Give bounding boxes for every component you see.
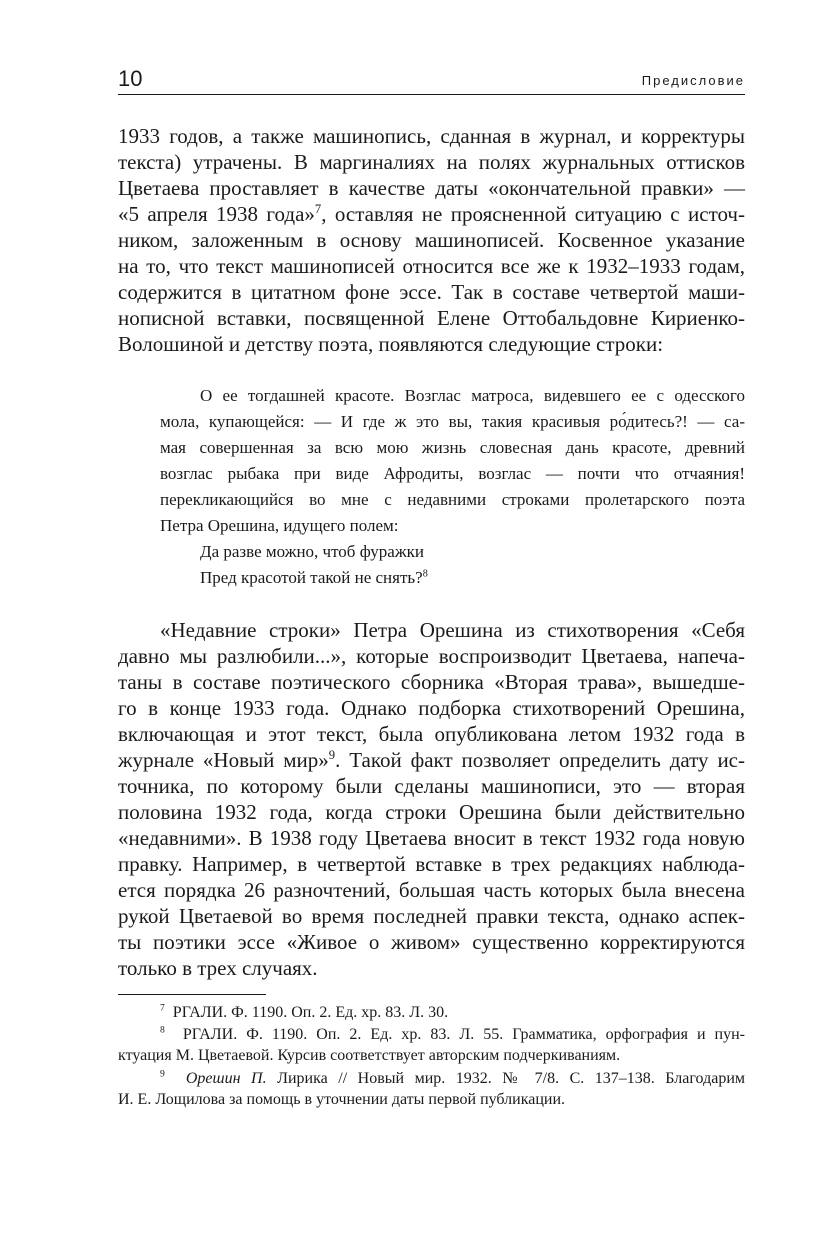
footnote-9: $^9$ Орешин П. Лирика // Новый мир. 1932. № 7/8. С. 137–138. Благодарим — [160, 1068, 746, 1087]
paragraph2-line: правку. Например, в четвертой вставке в трех редакциях наблюда- — [118, 852, 745, 876]
page-header — [118, 64, 745, 95]
quote-line: возглас рыбака при виде Афродиты, возглас — почти что отчаяния! — [160, 464, 745, 483]
quote-line: мая совершенная за всю мою жизнь словесная дань красоте, древний — [160, 438, 745, 457]
paragraph2-line: «недавними». В 1938 году Цветаева вносит в текст 1932 года новую — [118, 826, 745, 850]
footnote-8-continued: ктуация М. Цветаевой. Курсив соответствует авторским подчеркиваниям. — [118, 1047, 621, 1064]
verse-line: Пред красотой такой не снять?$^8$ — [200, 568, 428, 587]
footnote-ref-9: 9 — [328, 748, 336, 762]
verse-line: Да разве можно, чтоб фуражки — [200, 542, 424, 561]
paragraph2-line: только в трех случаях. — [118, 956, 318, 980]
footnote-ref-8: 8 — [422, 568, 428, 580]
paragraph2-line: журнале «Новый мир»$^9$. Такой факт позволяет определить дату ис- — [118, 748, 745, 772]
quote-line: О ее тогдашней красоте. Возглас матроса, видевшего ее с одесского — [200, 386, 745, 405]
paragraph1-line: 1933 годов, а также машинопись, сданная в журнал, и корректуры — [118, 124, 745, 148]
paragraph2-line: «Недавние строки» Петра Орешина из стихотворения «Себя — [160, 618, 745, 642]
paragraph2-line: давно мы разлюбили...», которые воспроизводит Цветаева, напеча- — [118, 644, 745, 668]
footnote-separator — [118, 994, 266, 995]
paragraph1-line: ником, заложенным в основу машинописей. Косвенное указание — [118, 228, 745, 252]
paragraph1-line: содержится в цитатном фоне эссе. Так в составе четвертой маши- — [118, 280, 745, 304]
paragraph2-line: ется порядка 26 разночтений, большая часть которых была внесена — [118, 878, 745, 902]
paragraph2-line: включающая и этот текст, была опубликована летом 1932 года в — [118, 722, 745, 746]
paragraph2-line: половина 1932 года, когда строки Орешина были действительно — [118, 800, 745, 824]
quote-line: перекликающийся во мне с недавними строками пролетарского поэта — [160, 490, 745, 509]
page-number: 10 — [118, 66, 143, 91]
paragraph2-line: точника, по которому были сделаны машинописи, это — вторая — [118, 774, 745, 798]
paragraph2-line: го в конце 1933 года. Однако подборка стихотворений Орешина, — [118, 696, 745, 720]
paragraph1-line: текста) утрачены. В маргиналиях на полях журнальных оттисков — [118, 150, 745, 174]
paragraph1-line: «5 апреля 1938 года»$^7$, оставляя не проясненной ситуацию с источ- — [118, 202, 745, 226]
footnote-9-continued: И. Е. Лощилова за помощь в уточнении даты первой публикации. — [118, 1091, 566, 1108]
footnote-8: $^8$ РГАЛИ. Ф. 1190. Оп. 2. Ед. хр. 83. Л. 55. Грамматика, орфография и пун- — [160, 1024, 745, 1043]
paragraph1-line: Волошиной и детству поэта, появляются следующие строки: — [118, 332, 664, 356]
paragraph1-line: нописной вставки, посвященной Елене Оттобальдовне Кириенко- — [118, 306, 745, 330]
paragraph2-line: ты поэтики эссе «Живое о живом» существенно корректируются — [118, 930, 745, 954]
footnote-ref-7: 7 — [314, 202, 322, 216]
paragraph1-line: Цветаева проставляет в качестве даты «окончательной правки» — — [118, 176, 745, 200]
paragraph1-line: на то, что текст машинописей относится все же к 1932–1933 годам, — [118, 254, 745, 278]
quote-line: Петра Орешина, идущего полем: — [160, 516, 399, 535]
footnote-7: $^7$ РГАЛИ. Ф. 1190. Оп. 2. Ед. хр. 83. Л. 30. — [160, 1002, 449, 1021]
paragraph2-line: таны в составе поэтического сборника «Вторая трава», вышедше- — [118, 670, 745, 694]
paragraph2-line: рукой Цветаевой во время последней правки текста, однако аспек- — [118, 904, 745, 928]
running-title: Предисловие — [641, 73, 745, 88]
quote-line: мола, купающейся: — И где ж это вы, такия красивыя ро́дитесь?! — са- — [160, 412, 745, 431]
